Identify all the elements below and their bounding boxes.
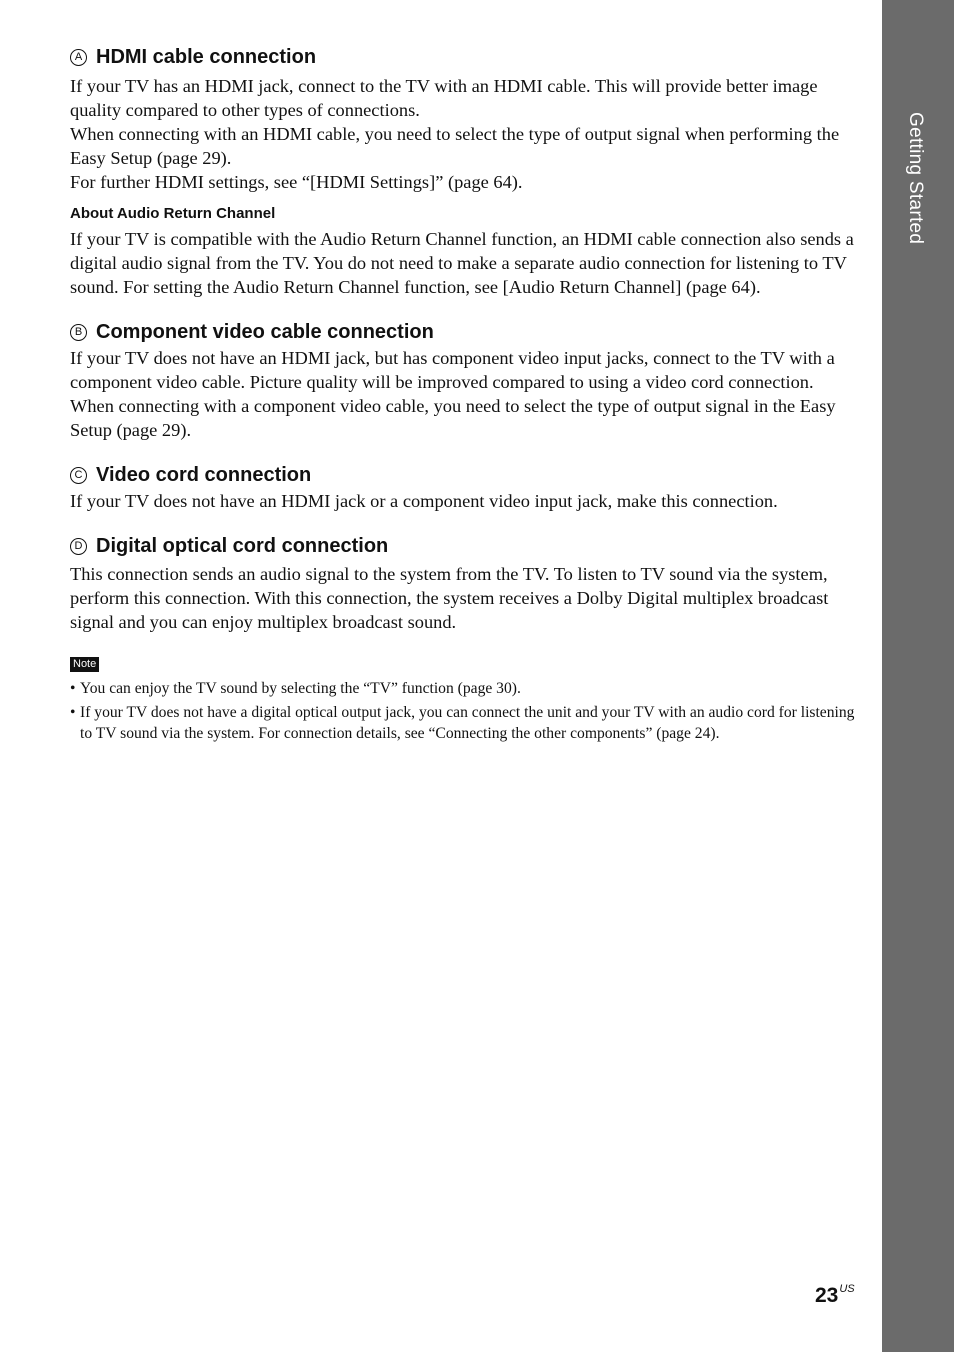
section-marker: C [70,467,87,484]
paragraph: If your TV is compatible with the Audio Return Channel function, an HDMI cable connection also sends a digital audio signal from the TV. You do not need to make a separate audio connection for listening to TV sound. For setting the Audio Return Channel function, see [Audio Return Channel] (page 64). [70,229,854,297]
note-block [70,654,860,744]
section-heading [70,533,860,559]
section-title: HDMI cable connection [96,46,317,68]
page-number-suffix: US [839,1283,855,1295]
side-tab-label: Getting Started [905,112,926,245]
section-digital-optical [70,533,860,634]
section-heading [70,319,860,345]
page-number [815,1284,855,1308]
note-label: Note [70,657,99,672]
section-video-cord [70,462,860,513]
subsection-title: About Audio Return Channel [70,205,276,222]
section-hdmi [70,44,860,299]
section-title: Component video cable connection [96,321,434,343]
paragraph: When connecting with an HDMI cable, you need to select the type of output signal when performing the Easy Setup (page 29). [70,124,840,168]
section-component-video [70,319,860,442]
paragraph: If your TV does not have an HDMI jack or a component video input jack, make this connection. [70,491,778,511]
paragraph: This connection sends an audio signal to the system from the TV. To listen to TV sound via the system, perform this connection. With this connection, the system receives a Dolby Digital multiplex broadcast signal and you can enjoy multiplex broadcast sound. [70,564,829,632]
page-content [70,44,860,747]
page-number-value: 23 [815,1284,839,1307]
section-heading [70,462,860,488]
paragraph: For further HDMI settings, see “[HDMI Settings]” (page 64). [70,172,523,192]
paragraph: If your TV does not have an HDMI jack, but has component video input jacks, connect to the TV with a component video cable. Picture quality will be improved compared to using a video cord connection. [70,348,835,392]
paragraph: When connecting with a component video cable, you need to select the type of output signal in the Easy Setup (page 29). [70,396,836,440]
section-marker: D [70,538,87,555]
paragraph: If your TV has an HDMI jack, connect to the TV with an HDMI cable. This will provide better image quality compared to other types of connections. [70,76,818,120]
section-marker: A [70,49,87,66]
note-list [70,678,860,744]
section-marker: B [70,324,87,341]
section-title: Digital optical cord connection [96,535,389,557]
note-item: • You can enjoy the TV sound by selecting the “TV” function (page 30). [70,678,860,699]
section-heading [70,44,860,70]
note-item: • If your TV does not have a digital optical output jack, you can connect the unit and your TV with an audio cord for listening to TV sound via the system. For connection details, see “Connecting the other components” (page 24). [70,702,860,744]
section-title: Video cord connection [96,464,312,486]
